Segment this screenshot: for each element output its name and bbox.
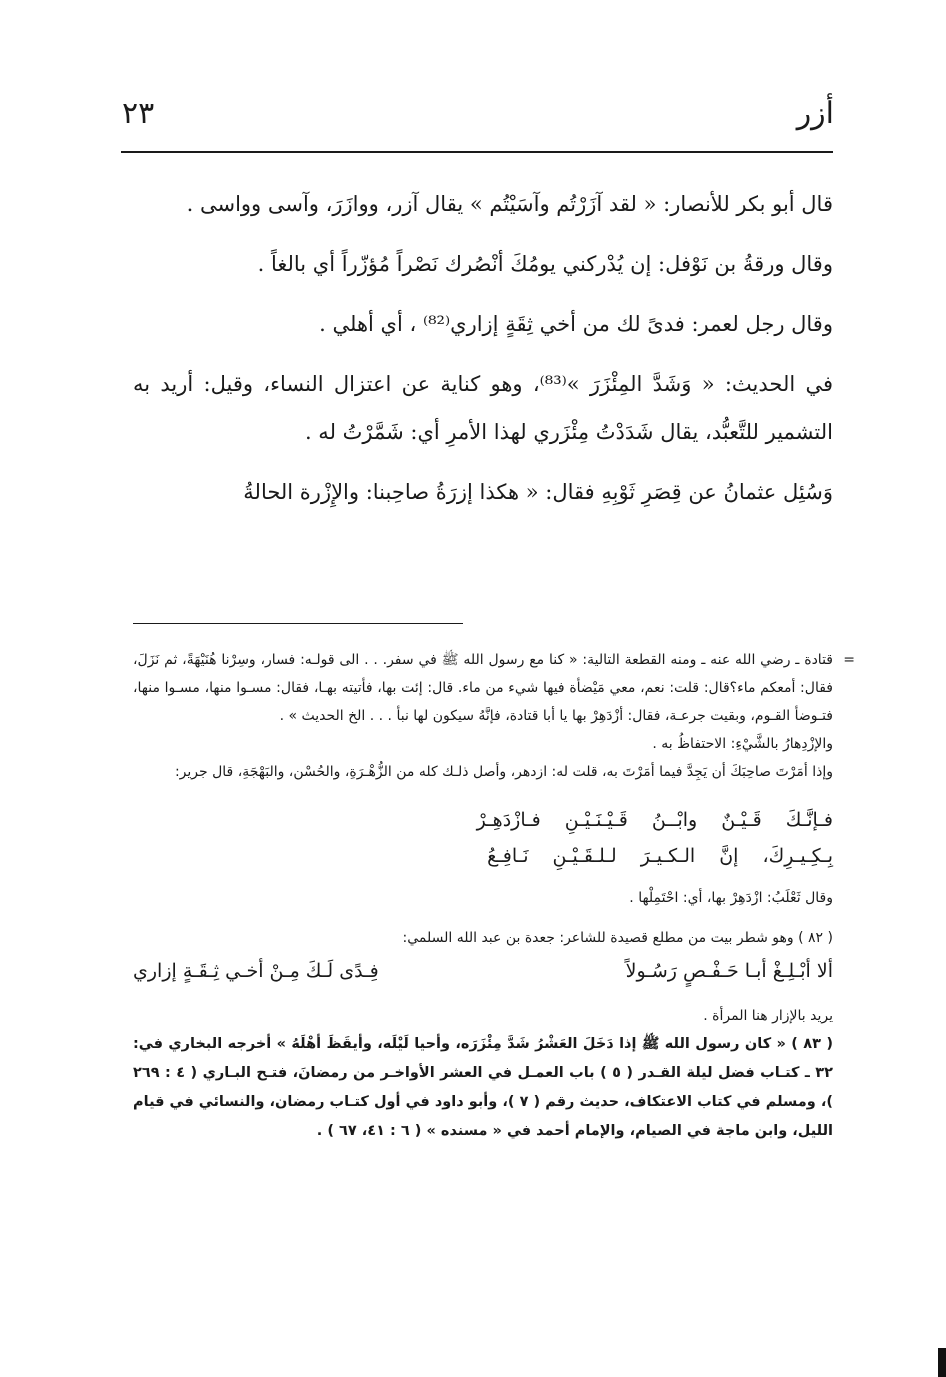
paragraph-abu-bakr: قال أبو بكر للأنصار: « لقد آزَرْتُم وآسَيْتُم » يقال آزر، ووازَرَ، وآسى وواسى . xyxy=(186,192,833,216)
running-title: أزر xyxy=(796,96,834,131)
header-rule xyxy=(121,151,833,153)
main-text xyxy=(133,180,833,516)
footnote-83: ( ٨٣ ) « كان رسول الله ﷺ إذا دَخَلَ العَشْرُ شَدَّ مِئْزَرَه، وأحيا لَيْلَه، وأيقَظَ أهْلَهُ » أخرجه البخاري في: ٣٢ ـ كتـاب فضل ليلة القـدر ( ٥ ) باب العمـل في العشر الأواخـر من رمضانَ، فتـح البـاري ( ٤ : ٢٦٩ )، ومسلم في كتاب الاعتكاف، حديث رقم ( ٧ )، وأبو داود في أول كتـاب رمضان، والنسائي في قيام الليل، وابن ماجة في الصيام، والإمام أحمد في « مسنده » ( ٦ : ٤١، ٦٧ ) . xyxy=(133,1036,833,1139)
paragraph-omar: وقال رجل لعمر: فدىً لك من أخي ثِقَةٍ إزاري⁽⁸²⁾ ، أي أهلي . xyxy=(319,312,833,336)
footnote-82-intro: ( ٨٢ ) وهو شطر بيت من مطلع قصيدة للشاعر: جعدة بن عبد الله السلمي: xyxy=(402,930,833,946)
footnote-amr: وإذا أمَرْتَ صاحِبَكَ أن يَجِدَّ فيما أمَرْتَ به، قلت له: ازدهر، وأصل ذلـك كله من الزُّهْـرَةِ، والحُسْن، والبَهْجَةِ، قال جرير: xyxy=(174,764,833,780)
continuation-mark: = xyxy=(843,652,855,668)
verse-hemistich-b: فِـدًى لَـكَ مِـنْ أخـي ثِـقَـةٍ إزاري xyxy=(133,960,379,982)
footnote-thalab: وقال ثَعْلَبُ: ازْدَهِرْ بها، أي: احْتَمِلْها . xyxy=(629,890,833,906)
page-edge-mark xyxy=(938,1348,946,1377)
footnote-rule xyxy=(133,623,463,624)
page-number: ٢٣ xyxy=(122,96,155,131)
poem-second-hemistich: بِـكِـيـرِكَ، إنَّ الـكـيـرَ لـلـقَـيْـنِ نَـافِـعُ xyxy=(487,845,833,867)
paragraph-hadith: في الحديث: « وَشَدَّ المِئْزَرَ »⁽⁸³⁾، وهو كناية عن اعتزال النساء، وقيل: أريد به التشمير للتَّعبُّد، يقال شَدَدْتُ مِئْزَري لهذا الأمرِ أي: شَمَّرْتُ له . xyxy=(133,372,833,444)
poem-first-hemistich: فـإنَّـكَ قَـيْـنٌ وابْــنُ قَـيْـنَـيْـنِ فـازْدَهِـرْ xyxy=(476,809,833,831)
paragraph-waraqa: وقال ورقةُ بن نَوْفل: إن يُدْركني يومُكَ أنْصُرك نَصْراً مُؤزّراً أي بالغاً . xyxy=(257,252,833,276)
page-header xyxy=(118,92,834,144)
footnotes xyxy=(133,646,855,1146)
footnote-continuation xyxy=(133,646,855,730)
paragraph-othman: وَسُئِل عثمانُ عن قِصَرِ ثَوْبِهِ فقال: « هكذا إزرَةُ صاحِبنا: والإِزْرة الحالةُ xyxy=(243,480,833,504)
verse-hemistich-a: ألا أبْـلِـغْ أبـا حَـفْـصٍ رَسُـولاً xyxy=(625,960,833,982)
poem-jarir xyxy=(133,802,833,874)
footnote-82-verse xyxy=(133,954,833,988)
footnote-82-note: يريد بالإزار هنا المرأة . xyxy=(703,1008,833,1024)
footnote-izdihar: والإزْدِهارُ بالشَّيْءِ: الاحتفاظُ به . xyxy=(652,736,833,752)
footnote-cont-text: قتادة ـ رضي الله عنه ـ ومنه القطعة التالية: « كنا مع رسول الله ﷺ في سفر. . . الى قولـه: فسار، وسِرْنا هُنَيْهَةً، ثم نَزَلَ، فقال: أمعكم ماء؟قال: قلت: نعم، معي مَيْضأة فيها شيء من ماء. قال: إئت بها، فأتيته بهـا، فقال: مسـوا منها، مسـوا منها، فتـوضأ القـوم، وبقيت جرعـة، فقال: أزْدَهِرْ بها يا أبا قتادة، فإنَّهُ سيكون لها نبأ . . . الخ الحديث » . xyxy=(133,652,833,724)
